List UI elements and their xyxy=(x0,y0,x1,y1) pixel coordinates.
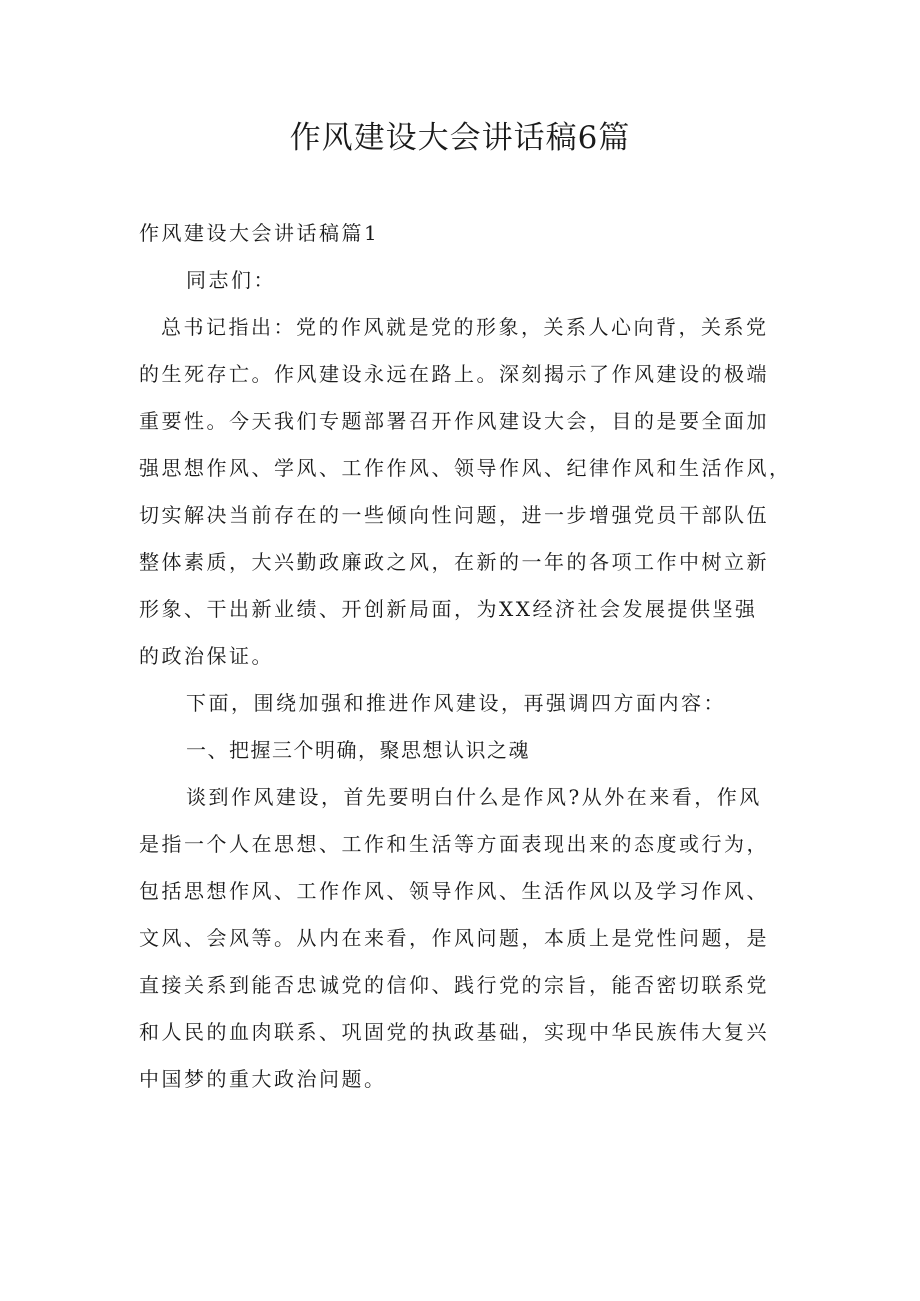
paragraph-line: 形象、干出新业绩、开创新局面，为XX经济社会发展提供坚强 xyxy=(139,597,758,621)
paragraph-line: 和人民的血肉联系、巩固党的执政基础，实现中华民族伟大复兴 xyxy=(139,1020,769,1044)
paragraph-line: 谈到作风建设，首先要明白什么是作风?从外在来看，作风 xyxy=(186,785,762,809)
paragraph-line: 下面，围绕加强和推进作风建设，再强调四方面内容： xyxy=(186,691,726,715)
document-body xyxy=(139,210,799,1103)
paragraph-line: 整体素质，大兴勤政廉政之风，在新的一年的各项工作中树立新 xyxy=(139,550,769,574)
paragraph-line: 总书记指出：党的作风就是党的形象，关系人心向背，关系党 xyxy=(161,315,769,339)
section-title: 作风建设大会讲话稿篇1 xyxy=(139,221,380,245)
paragraph-line: 重要性。今天我们专题部署召开作风建设大会，目的是要全面加 xyxy=(139,409,769,433)
sub-heading: 一、把握三个明确，聚思想认识之魂 xyxy=(186,738,530,762)
paragraph-line: 中国梦的重大政治问题。 xyxy=(139,1067,387,1091)
document-title: 作风建设大会讲话稿6篇 xyxy=(289,120,631,156)
paragraph-line: 切实解决当前存在的一些倾向性问题，进一步增强党员干部队伍 xyxy=(139,503,769,527)
paragraph-line: 强思想作风、学风、工作作风、领导作风、纪律作风和生活作风， xyxy=(139,456,792,480)
paragraph-line: 包括思想作风、工作作风、领导作风、生活作风以及学习作风、 xyxy=(139,879,769,903)
paragraph-line: 直接关系到能否忠诚党的信仰、践行党的宗旨，能否密切联系党 xyxy=(139,973,769,997)
paragraph-line: 的政治保证。 xyxy=(139,644,274,668)
paragraph-line: 的生死存亡。作风建设永远在路上。深刻揭示了作风建设的极端 xyxy=(139,362,769,386)
greeting: 同志们： xyxy=(186,268,276,292)
paragraph-line: 文风、会风等。从内在来看，作风问题，本质上是党性问题，是 xyxy=(139,926,769,950)
paragraph-line: 是指一个人在思想、工作和生活等方面表现出来的态度或行为， xyxy=(139,832,769,856)
